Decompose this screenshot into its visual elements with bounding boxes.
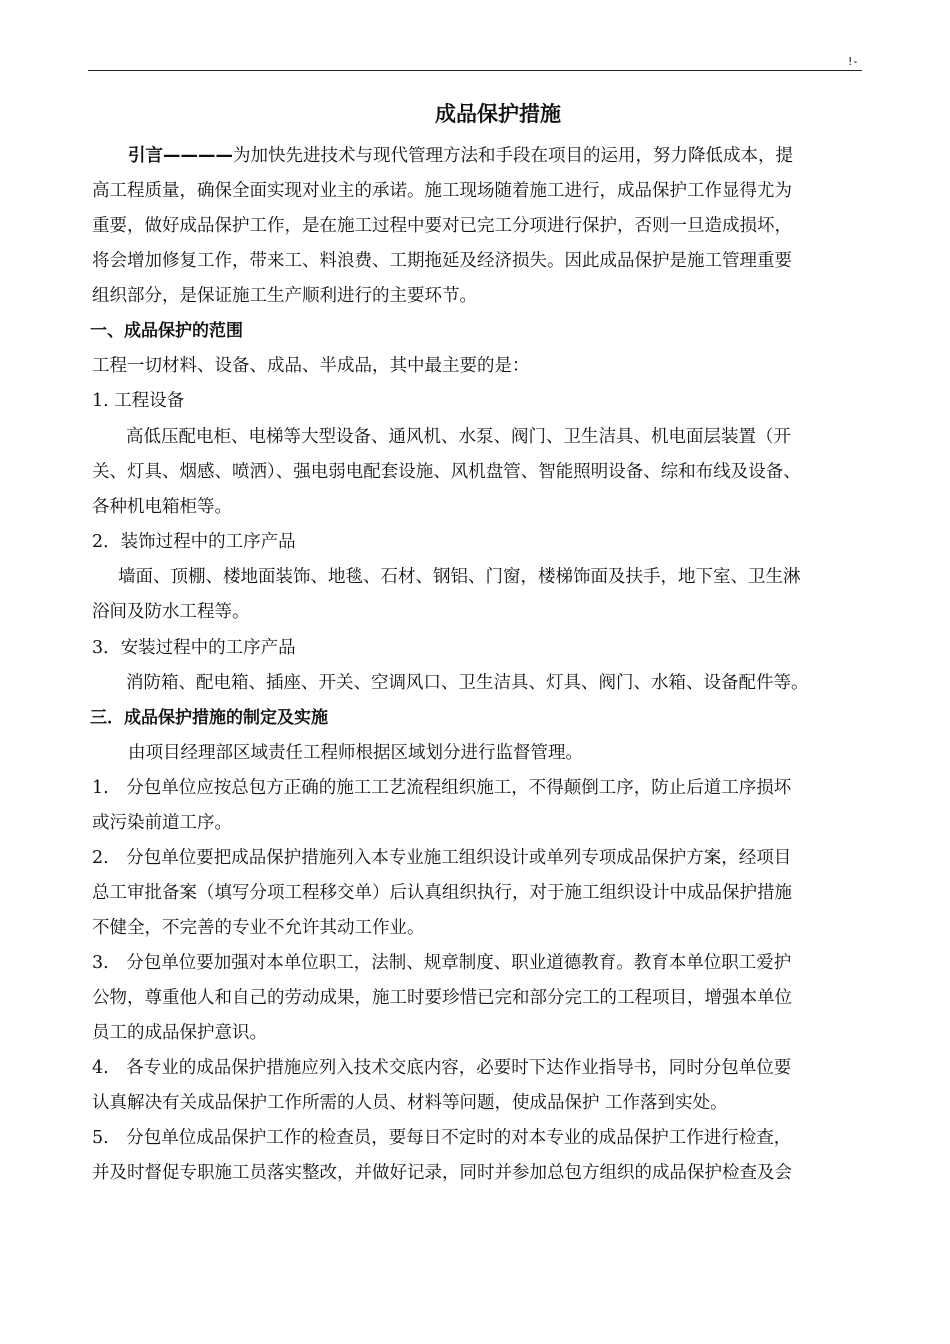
section-3-p1-line-1: 1. 分包单位应按总包方正确的施工工艺流程组织施工，不得颠倒工序，防止后道工序损坏 (92, 778, 792, 798)
section-1-item-1-line-2: 关、灯具、烟感、喷洒）、强电弱电配套设施、风机盘管、智能照明设备、综和布线及设备、 (92, 462, 801, 482)
section-3-p4-line-2: 认真解决有关成品保护工作所需的人员、材料等问题，使成品保护 工作落到实处。 (92, 1093, 728, 1113)
intro-lead: 引言———— (128, 146, 233, 166)
section-3-p2-line-3: 不健全，不完善的专业不允许其动工作业。 (92, 918, 425, 938)
intro-line-3: 重要，做好成品保护工作，是在施工过程中要对已完工分项进行保护，否则一旦造成损坏， (92, 216, 792, 236)
section-3-p2-line-1: 2. 分包单位要把成品保护措施列入本专业施工组织设计或单列专项成品保护方案，经项目 (92, 848, 792, 868)
section-3-p3-line-2: 公物，尊重他人和自己的劳动成果，施工时要珍惜已完和部分完工的工程项目，增强本单位 (92, 988, 792, 1008)
section-1-item-1-line-3: 各种机电箱柜等。 (92, 497, 232, 517)
section-1-item-3-line-1: 消防箱、配电箱、插座、开关、空调风口、卫生洁具、灯具、阀门、水箱、设备配件等。 (126, 673, 809, 693)
section-3-p4-line-1: 4. 各专业的成品保护措施应列入技术交底内容，必要时下达作业指导书，同时分包单位要 (92, 1058, 792, 1078)
page-marker: !- (848, 55, 859, 68)
section-1-summary: 工程一切材料、设备、成品、半成品，其中最主要的是： (92, 356, 530, 376)
section-3-p5-line-2: 并及时督促专职施工员落实整改，并做好记录，同时并参加总包方组织的成品保护检查及会 (92, 1163, 792, 1183)
document-title: 成品保护措施 (435, 102, 561, 126)
section-3-p3-line-3: 员工的成品保护意识。 (92, 1023, 267, 1043)
intro-line-4: 将会增加修复工作，带来工、料浪费、工期拖延及经济损失。因此成品保护是施工管理重要 (92, 251, 792, 271)
section-3-intro: 由项目经理部区域责任工程师根据区域划分进行监督管理。 (128, 743, 583, 763)
section-3-p2-line-2: 总工审批备案（填写分项工程移交单）后认真组织执行，对于施工组织设计中成品保护措施 (92, 883, 792, 903)
header-rule (88, 70, 862, 71)
section-3-p5-line-1: 5. 分包单位成品保护工作的检查员，要每日不定时的对本专业的成品保护工作进行检查， (92, 1128, 792, 1148)
section-1-item-1-line-1: 高低压配电柜、电梯等大型设备、通风机、水泵、阀门、卫生洁具、机电面层装置（开 (126, 427, 791, 447)
intro-line-1-text: 为加快先进技术与现代管理方法和手段在项目的运用，努力降低成本，提 (233, 146, 793, 166)
section-3-heading: 三．成品保护措施的制定及实施 (90, 708, 328, 728)
section-1-item-2-line-2: 浴间及防水工程等。 (92, 602, 250, 622)
section-1-item-2-title: 2．装饰过程中的工序产品 (92, 532, 296, 552)
section-1-item-2-line-1: 墙面、顶棚、楼地面装饰、地毯、石材、钢铝、门窗，楼梯饰面及扶手，地下室、卫生淋 (118, 567, 801, 587)
section-3-p3-line-1: 3. 分包单位要加强对本单位职工，法制、规章制度、职业道德教育。教育本单位职工爱护 (92, 953, 792, 973)
section-1-item-1-title: 1. 工程设备 (92, 391, 185, 411)
section-1-heading: 一、成品保护的范围 (90, 321, 243, 341)
intro-line-5: 组织部分，是保证施工生产顺利进行的主要环节。 (92, 286, 477, 306)
section-1-item-3-title: 3．安装过程中的工序产品 (92, 638, 296, 658)
intro-line-2: 高工程质量，确保全面实现对业主的承诺。施工现场随着施工进行，成品保护工作显得尤为 (92, 181, 792, 201)
intro-line-1 (128, 144, 793, 168)
section-3-p1-line-2: 或污染前道工序。 (92, 813, 232, 833)
